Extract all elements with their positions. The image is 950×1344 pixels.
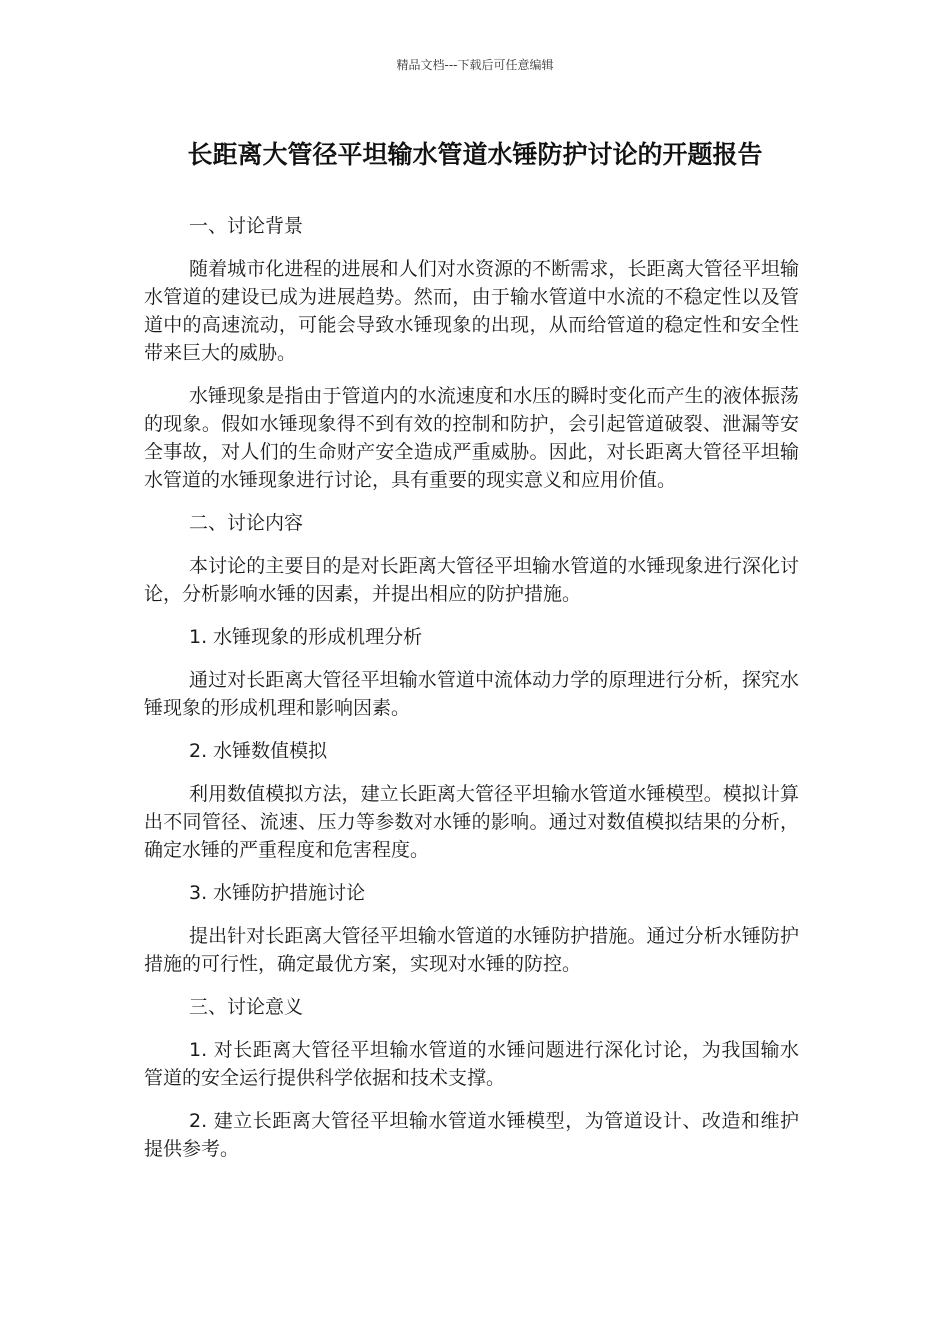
paragraph: 提出针对长距离大管径平坦输水管道的水锤防护措施。通过分析水锤防护措施的可行性，确定最优方案，实现对水锤的防控。 [144, 925, 799, 975]
paragraph: 本讨论的主要目的是对长距离大管径平坦输水管道的水锤现象进行深化讨论，分析影响水锤的因素，并提出相应的防护措施。 [144, 555, 799, 605]
list-item: 1. 对长距离大管径平坦输水管道的水锤问题进行深化讨论，为我国输水管道的安全运行提供科学依据和技术支撑。 [144, 1039, 799, 1089]
subheading-protection: 3. 水锤防护措施讨论 [189, 882, 366, 904]
header-note: 精品文档---下载后可任意编辑 [396, 58, 554, 72]
subheading-simulation: 2. 水锤数值模拟 [189, 740, 328, 762]
paragraph: 水锤现象是指由于管道内的水流速度和水压的瞬时变化而产生的液体振荡的现象。假如水锤现象得不到有效的控制和防护，会引起管道破裂、泄漏等安全事故，对人们的生命财产安全造成严重威胁。因此，对长距离大管径平坦输水管道的水锤现象进行讨论，具有重要的现实意义和应用价值。 [144, 385, 799, 491]
paragraph: 随着城市化进程的进展和人们对水资源的不断需求，长距离大管径平坦输水管道的建设已成为进展趋势。然而，由于输水管道中水流的不稳定性以及管道中的高速流动，可能会导致水锤现象的出现，从而给管道的稳定性和安全性带来巨大的威胁。 [144, 258, 799, 364]
document-body [144, 212, 799, 1178]
section-heading-background: 一、讨论背景 [189, 215, 304, 237]
section-heading-content: 二、讨论内容 [189, 512, 304, 534]
list-item: 2. 建立长距离大管径平坦输水管道水锤模型，为管道设计、改造和维护提供参考。 [144, 1110, 799, 1160]
paragraph: 通过对长距离大管径平坦输水管道中流体动力学的原理进行分析，探究水锤现象的形成机理和影响因素。 [144, 669, 799, 719]
section-heading-significance: 三、讨论意义 [189, 996, 304, 1018]
paragraph: 利用数值模拟方法，建立长距离大管径平坦输水管道水锤模型。模拟计算出不同管径、流速、压力等参数对水锤的影响。通过对数值模拟结果的分析，确定水锤的严重程度和危害程度。 [144, 783, 799, 861]
subheading-mechanism: 1. 水锤现象的形成机理分析 [189, 626, 423, 648]
document-title: 长距离大管径平坦输水管道水锤防护讨论的开题报告 [187, 140, 763, 169]
